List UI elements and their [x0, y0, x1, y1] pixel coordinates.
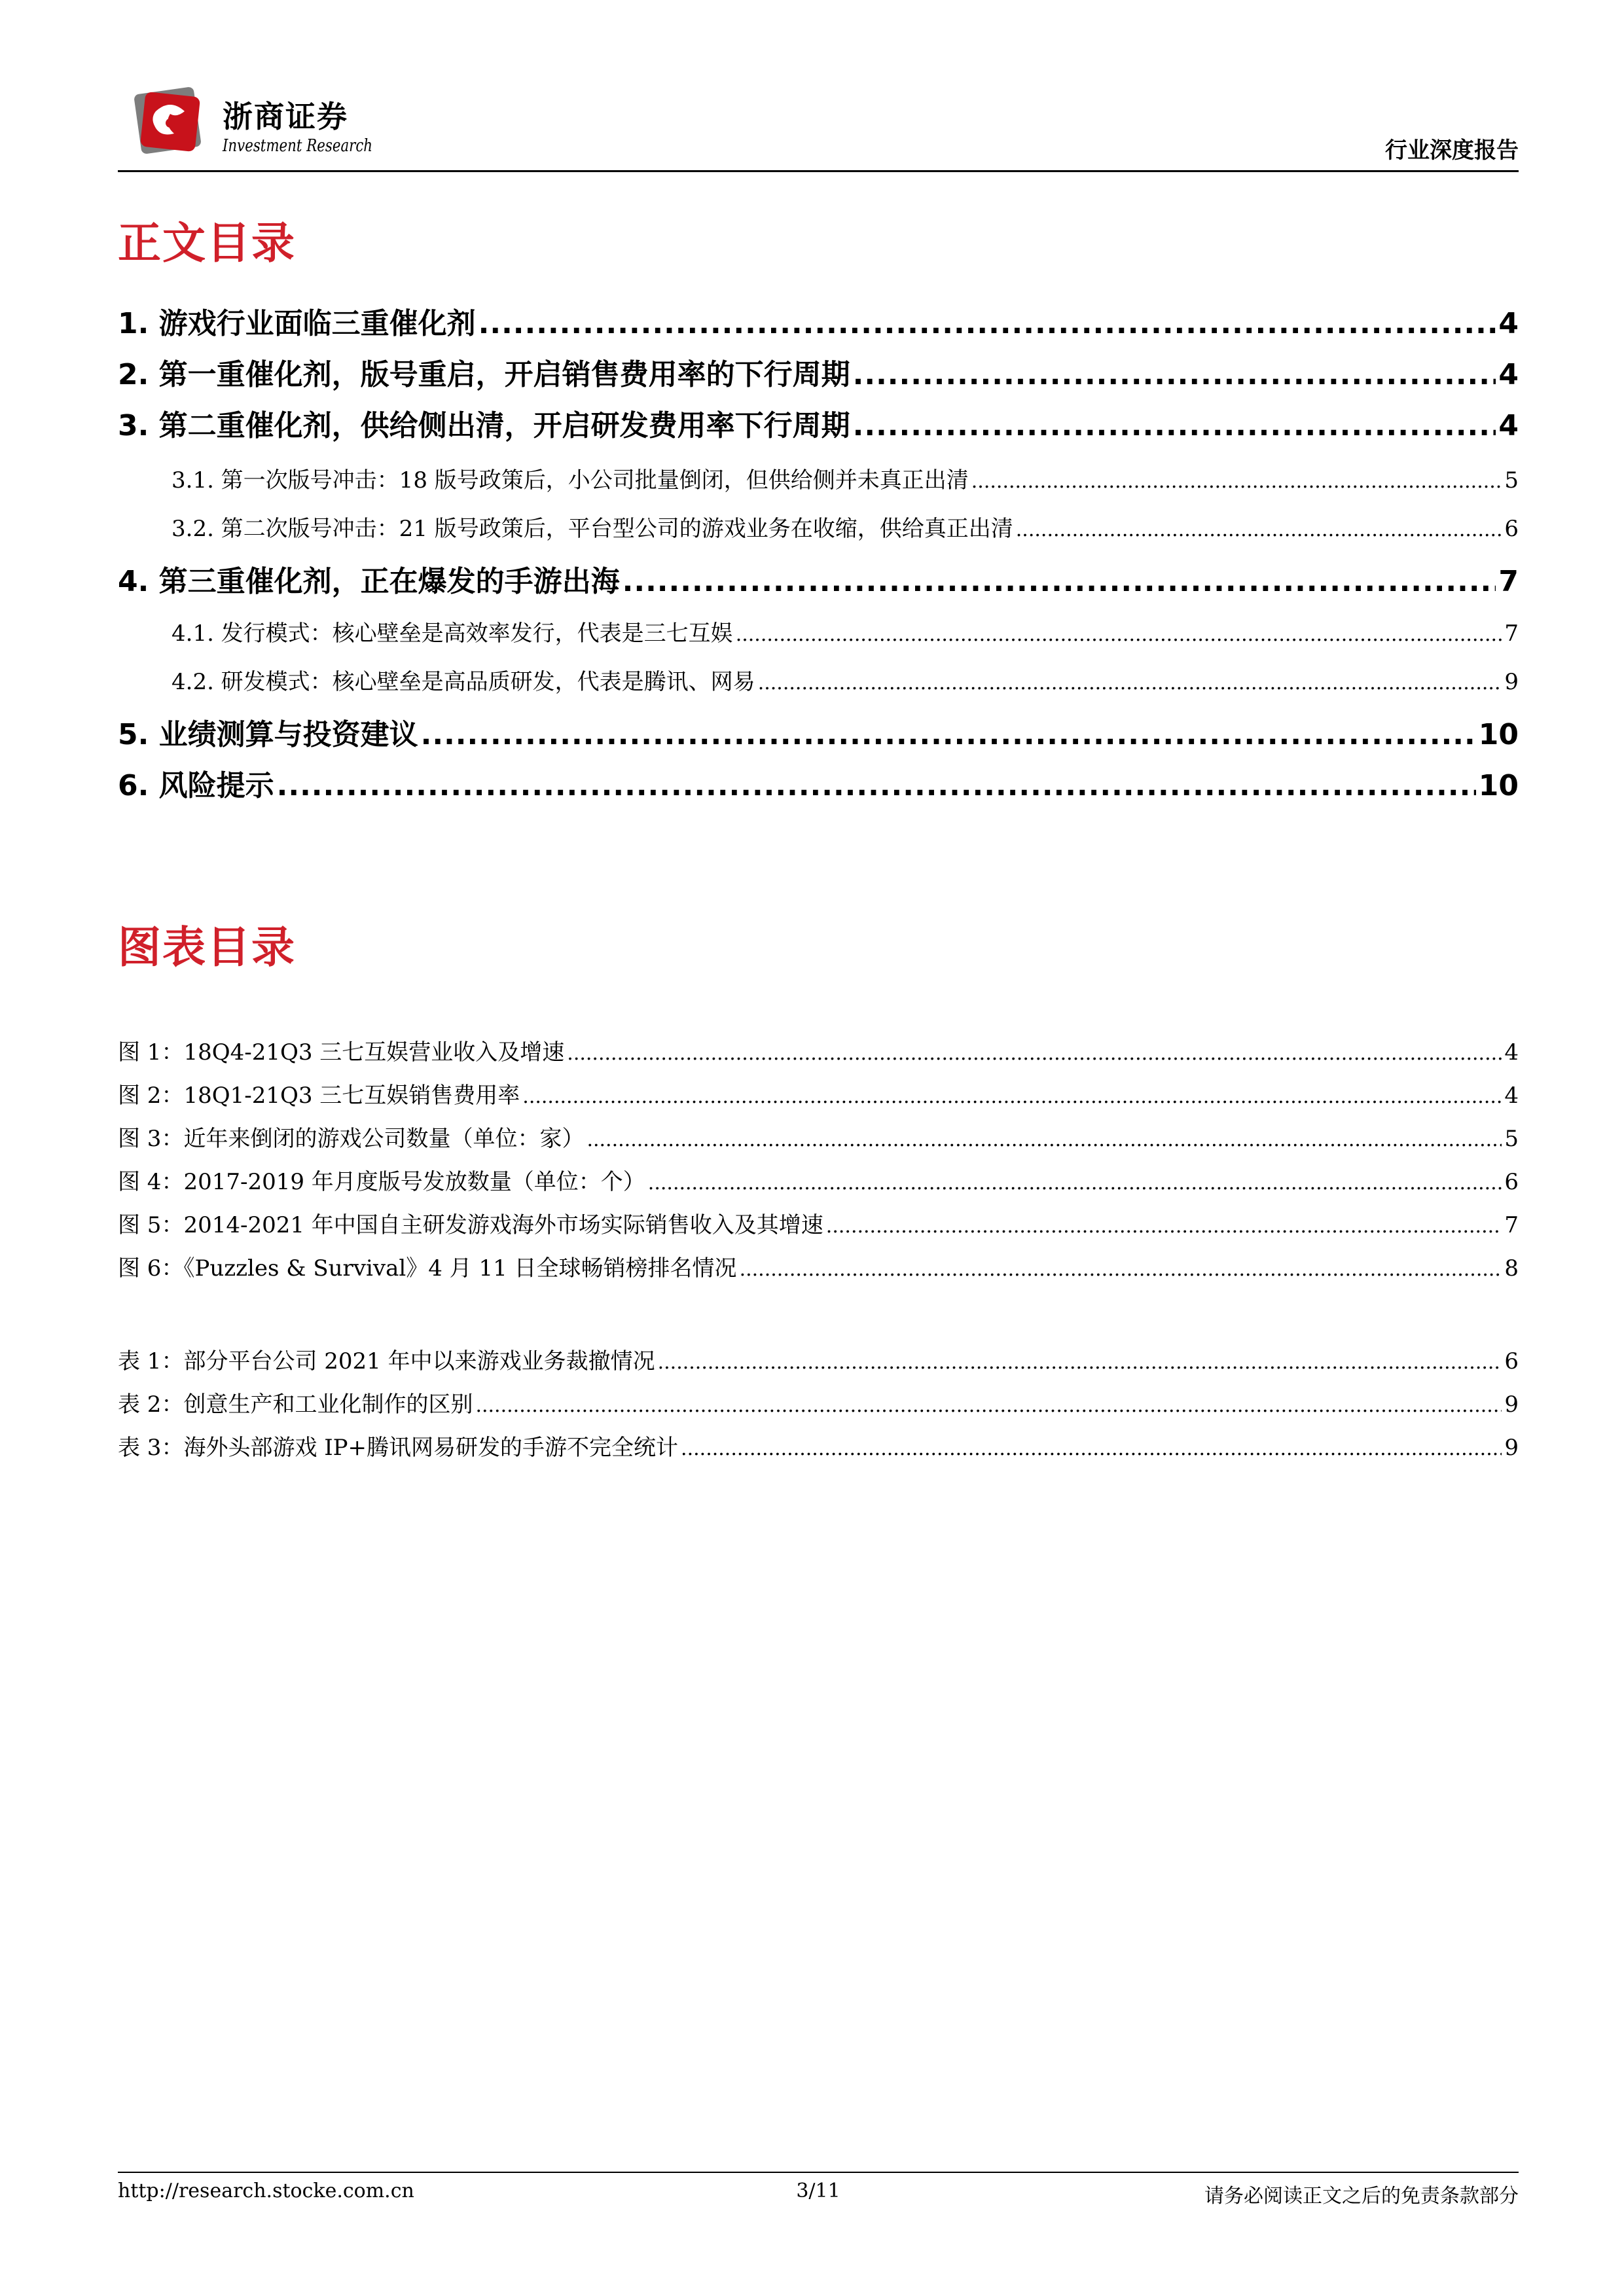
toc-item-page: 10: [1478, 769, 1519, 802]
toc-leader: [736, 623, 1502, 646]
figure-label: 图 6：《Puzzles & Survival》4 月 11 日全球畅销榜排名情况: [118, 1255, 737, 1282]
toc-item-page: 9: [1504, 669, 1519, 695]
footer-url[interactable]: http://research.stocke.com.cn: [118, 2179, 414, 2202]
toc-item-page: 6: [1504, 516, 1519, 542]
toc-item-page: 4: [1498, 409, 1519, 442]
figure-entry[interactable]: [118, 1207, 1519, 1239]
figure-page: 5: [1504, 1126, 1519, 1152]
logo-en-text: Investment Research: [223, 136, 373, 156]
toc-item-page: 7: [1504, 620, 1519, 647]
toc-leader: [475, 1394, 1502, 1417]
toc-leader: [421, 718, 1476, 751]
figures-title: 图表目录: [118, 922, 296, 973]
figure-label: 图 1：18Q4-21Q3 三七互娱营业收入及增速: [118, 1039, 565, 1066]
table-label: 表 2：创意生产和工业化制作的区别: [118, 1391, 473, 1418]
toc-item-label: 3.2. 第二次版号冲击：21 版号政策后，平台型公司的游戏业务在收缩，供给真正出清: [171, 516, 1013, 542]
page-number: 3/11: [796, 2179, 840, 2202]
toc-leader: [971, 470, 1502, 493]
toc-item[interactable]: [118, 762, 1519, 804]
toc-item-label: 6. 风险提示: [118, 769, 274, 802]
table-entry[interactable]: [118, 1429, 1519, 1462]
toc-leader: [567, 1042, 1502, 1065]
toc-leader: [277, 769, 1476, 802]
toc-leader: [648, 1172, 1502, 1194]
toc-leader: [826, 1215, 1502, 1238]
toc-item[interactable]: [118, 558, 1519, 600]
toc-item-page: 4: [1498, 307, 1519, 340]
logo-icon: [131, 85, 209, 157]
figure-page: 4: [1504, 1039, 1519, 1066]
table-label: 表 1：部分平台公司 2021 年中以来游戏业务裁撤情况: [118, 1348, 655, 1374]
figure-label: 图 3：近年来倒闭的游戏公司数量（单位：家）: [118, 1126, 585, 1152]
figure-label: 图 2：18Q1-21Q3 三七互娱销售费用率: [118, 1083, 520, 1109]
toc-item-label: 3. 第二重催化剂，供给侧出清，开启研发费用率下行周期: [118, 409, 850, 442]
logo-cn-text: 浙商证券: [223, 99, 348, 134]
toc-subitem[interactable]: [171, 664, 1519, 696]
toc-item-label: 4. 第三重催化剂，正在爆发的手游出海: [118, 565, 620, 598]
toc-item-label: 2. 第一重催化剂，版号重启，开启销售费用率的下行周期: [118, 358, 850, 391]
toc-item-label: 4.2. 研发模式：核心壁垒是高品质研发，代表是腾讯、网易: [171, 669, 755, 695]
toc-item-label: 4.1. 发行模式：核心壁垒是高效率发行，代表是三七互娱: [171, 620, 733, 647]
figure-entry[interactable]: [118, 1034, 1519, 1066]
toc-item[interactable]: [118, 402, 1519, 444]
toc-leader: [478, 307, 1496, 340]
toc-leader: [681, 1437, 1502, 1460]
toc-leader: [586, 1128, 1502, 1151]
toc-leader: [853, 409, 1496, 442]
company-logo: [118, 85, 484, 170]
figure-page: 6: [1504, 1169, 1519, 1195]
table-page: 6: [1504, 1348, 1519, 1374]
table-label: 表 3：海外头部游戏 IP+腾讯网易研发的手游不完全统计: [118, 1435, 679, 1461]
toc-leader: [658, 1351, 1502, 1374]
toc-item[interactable]: [118, 711, 1519, 753]
figure-entry[interactable]: [118, 1077, 1519, 1109]
toc-subitem[interactable]: [171, 511, 1519, 543]
toc-item-label: 5. 业绩测算与投资建议: [118, 718, 418, 751]
page-header: [118, 72, 1519, 170]
toc-item[interactable]: [118, 351, 1519, 393]
figure-entry[interactable]: [118, 1121, 1519, 1153]
toc-leader: [522, 1085, 1502, 1108]
toc-item-page: 4: [1498, 358, 1519, 391]
toc-item-label: 1. 游戏行业面临三重催化剂: [118, 307, 476, 340]
footer-disclaimer: 请务必阅读正文之后的免责条款部分: [1204, 2185, 1519, 2208]
table-entry[interactable]: [118, 1343, 1519, 1375]
header-divider: [118, 170, 1519, 172]
toc-leader: [623, 565, 1496, 598]
toc-leader: [740, 1258, 1502, 1281]
toc-item[interactable]: [118, 300, 1519, 342]
toc-title: 正文目录: [118, 218, 296, 268]
toc-item-page: 10: [1478, 718, 1519, 751]
figure-page: 8: [1504, 1255, 1519, 1282]
toc-item-label: 3.1. 第一次版号冲击：18 版号政策后，小公司批量倒闭，但供给侧并未真正出清: [171, 467, 969, 493]
figure-page: 4: [1504, 1083, 1519, 1109]
figure-label: 图 5：2014-2021 年中国自主研发游戏海外市场实际销售收入及其增速: [118, 1212, 823, 1238]
figure-page: 7: [1504, 1212, 1519, 1238]
toc-item-page: 7: [1498, 565, 1519, 598]
toc-leader: [758, 672, 1502, 694]
report-type: 行业深度报告: [1385, 137, 1519, 164]
figure-entry[interactable]: [118, 1250, 1519, 1282]
table-page: 9: [1504, 1391, 1519, 1418]
toc-subitem[interactable]: [171, 462, 1519, 494]
toc-item-page: 5: [1504, 467, 1519, 493]
figure-label: 图 4：2017-2019 年月度版号发放数量（单位：个）: [118, 1169, 645, 1195]
toc-leader: [1016, 518, 1502, 541]
table-page: 9: [1504, 1435, 1519, 1461]
table-entry[interactable]: [118, 1386, 1519, 1418]
figure-entry[interactable]: [118, 1164, 1519, 1196]
toc-leader: [853, 358, 1496, 391]
toc-subitem[interactable]: [171, 615, 1519, 647]
footer-divider: [118, 2172, 1519, 2173]
